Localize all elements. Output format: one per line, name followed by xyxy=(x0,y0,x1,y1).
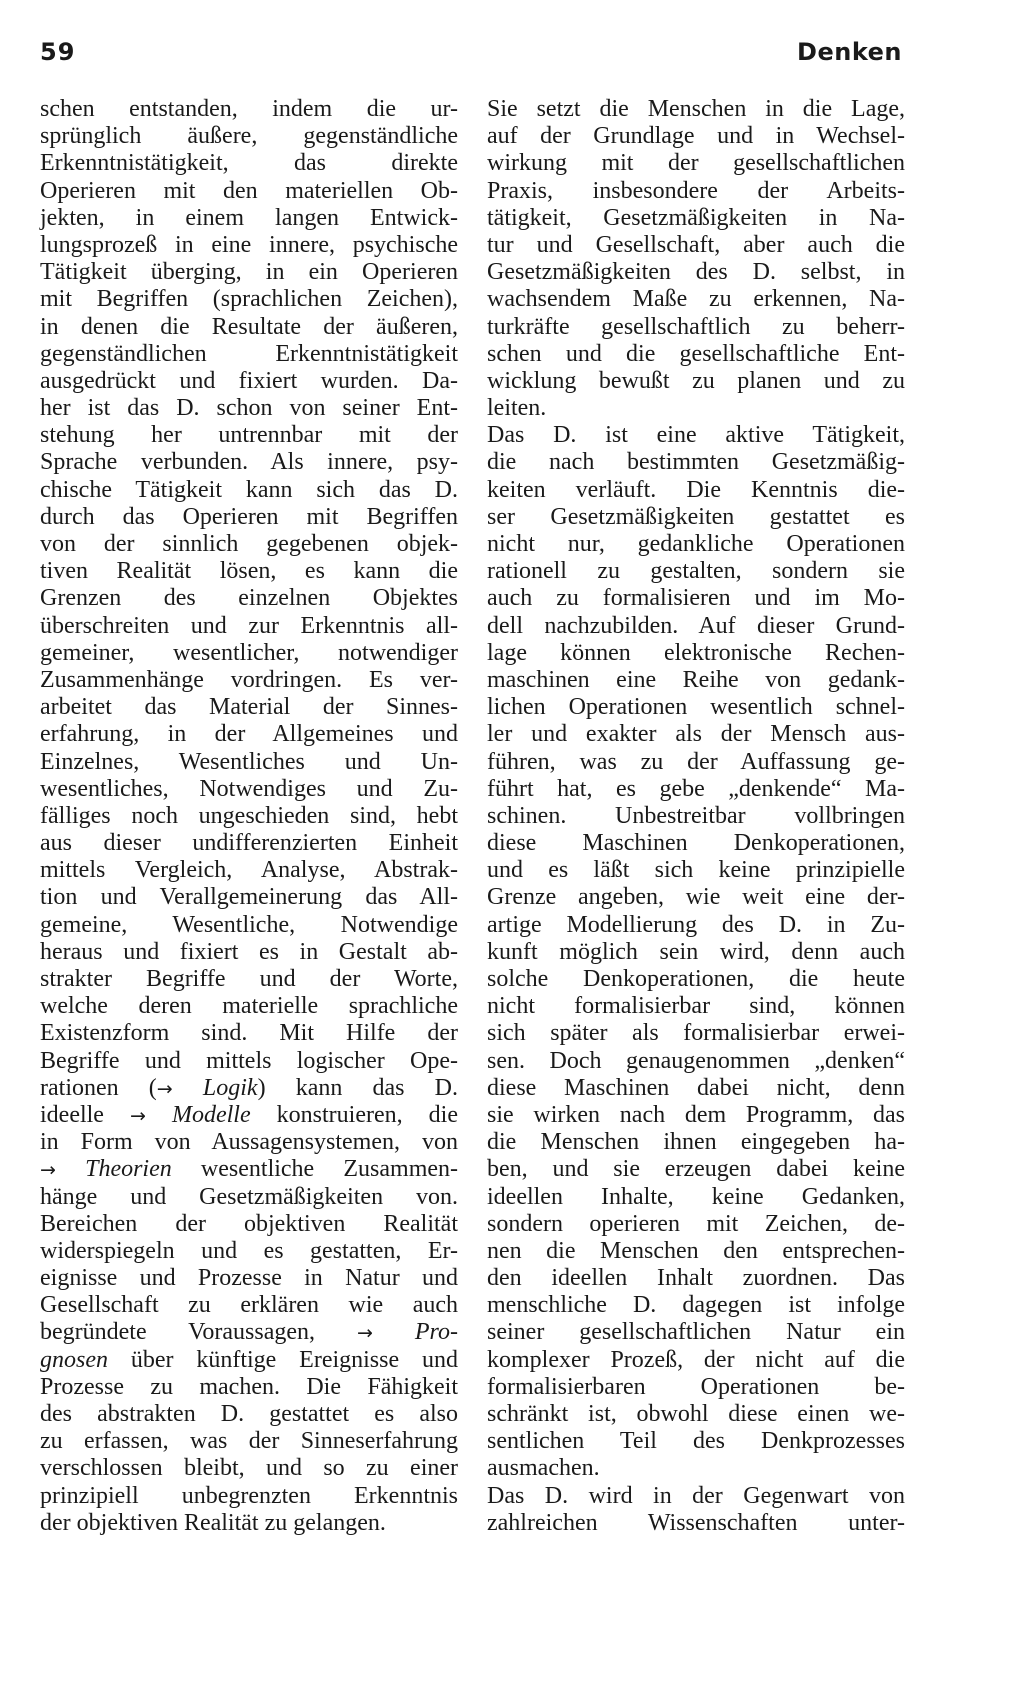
text-segment: eignisse und Prozesse in Natur und xyxy=(40,1265,458,1292)
text-line xyxy=(487,1401,905,1428)
text-line xyxy=(487,1374,905,1401)
text-segment: sen. Doch genaugenommen „denken“ xyxy=(487,1047,905,1074)
text-segment: sich später als formalisierbar erwei- xyxy=(487,1020,905,1047)
text-line xyxy=(40,749,458,776)
cross-reference-arrow-icon: → xyxy=(40,1159,56,1182)
text-line xyxy=(40,1238,458,1265)
text-line xyxy=(40,1483,458,1510)
text-segment: ideelle xyxy=(40,1101,131,1128)
text-line xyxy=(40,504,458,531)
text-line xyxy=(487,150,905,177)
text-segment: rationen ( xyxy=(40,1074,157,1101)
text-line xyxy=(487,341,905,368)
text-segment: chische Tätigkeit kann sich das D. xyxy=(40,476,458,503)
text-line xyxy=(487,531,905,558)
text-segment: Begriffe und mittels logischer Ope- xyxy=(40,1047,458,1074)
text-segment: führt hat, es gebe „denkende“ Ma- xyxy=(487,775,905,802)
text-segment: gegenständlichen Erkenntnistätigkeit xyxy=(40,340,458,367)
text-segment: formalisierbaren Operationen be- xyxy=(487,1373,905,1400)
text-segment: welche deren materielle sprachliche xyxy=(40,993,458,1020)
text-segment: wirkung mit der gesellschaftlichen xyxy=(487,150,905,177)
text-line xyxy=(40,477,458,504)
text-line xyxy=(40,1374,458,1401)
text-line xyxy=(40,1129,458,1156)
text-segment: diese Maschinen Denkoperationen, xyxy=(487,830,905,857)
text-segment: sondern operieren mit Zeichen, de- xyxy=(487,1210,905,1237)
text-line xyxy=(40,803,458,830)
text-segment: tur und Gesellschaft, aber auch die xyxy=(487,231,905,258)
text-line xyxy=(40,613,458,640)
text-line xyxy=(487,1020,905,1047)
text-segment: tion und Verallgemeinerung das All- xyxy=(40,884,458,911)
text-line xyxy=(40,232,458,259)
text-segment: rationell zu gestalten, sondern sie xyxy=(487,558,905,585)
text-segment: der objektiven Realität zu gelangen. xyxy=(40,1509,386,1536)
text-segment: tätigkeit, Gesetzmäßigkeiten in Na- xyxy=(487,204,905,231)
text-segment: auch zu formalisieren und im Mo- xyxy=(487,585,905,612)
text-segment: von der sinnlich gegebenen objek- xyxy=(40,531,458,557)
text-line xyxy=(40,205,458,232)
text-line xyxy=(487,857,905,884)
text-line xyxy=(487,912,905,939)
text-line xyxy=(40,531,458,558)
text-line xyxy=(40,721,458,748)
text-line xyxy=(40,857,458,884)
text-line xyxy=(487,422,905,449)
text-line xyxy=(487,803,905,830)
text-line xyxy=(487,1129,905,1156)
text-segment: Das D. wird in der Gegenwart von xyxy=(487,1482,905,1509)
text-segment: erfahrung, in der Allgemeines und xyxy=(40,721,458,748)
text-segment: zahlreichen Wissenschaften unter- xyxy=(487,1509,905,1536)
text-segment: strakter Begriffe und der Worte, xyxy=(40,966,458,992)
text-line xyxy=(487,1455,905,1482)
text-line xyxy=(487,721,905,748)
text-segment: auf der Grundlage und in Wechsel- xyxy=(487,123,905,150)
text-line xyxy=(40,178,458,205)
text-segment: ideellen Inhalte, keine Gedanken, xyxy=(487,1183,905,1210)
left-column xyxy=(40,96,458,1537)
text-line xyxy=(487,1319,905,1346)
text-segment: nicht nur, gedankliche Operationen xyxy=(487,531,905,557)
text-line xyxy=(487,449,905,476)
text-segment: heraus und fixiert es in Gestalt ab- xyxy=(40,938,458,965)
text-line xyxy=(40,1102,458,1129)
text-line xyxy=(487,96,905,123)
text-line xyxy=(40,966,458,993)
text-segment xyxy=(146,1102,172,1128)
text-line xyxy=(40,341,458,368)
text-segment: des abstrakten D. gestattet es also xyxy=(40,1401,458,1427)
text-line xyxy=(487,1483,905,1510)
text-segment: arbeitet das Material der Sinnes- xyxy=(40,694,458,721)
text-line xyxy=(487,939,905,966)
text-line xyxy=(40,1319,458,1346)
text-segment: die nach bestimmten Gesetzmäßig- xyxy=(487,449,905,476)
text-segment: schinen. Unbestreitbar vollbringen xyxy=(487,802,905,829)
text-line xyxy=(487,477,905,504)
text-line xyxy=(40,395,458,422)
text-segment: Bereichen der objektiven Realität xyxy=(40,1210,458,1237)
text-segment: schen entstanden, indem die ur- xyxy=(40,96,458,122)
text-line xyxy=(40,694,458,721)
text-line xyxy=(487,1238,905,1265)
text-line xyxy=(40,123,458,150)
text-line xyxy=(487,178,905,205)
text-segment: kunft möglich sein wird, denn auch xyxy=(487,938,905,965)
text-line xyxy=(487,613,905,640)
text-segment: seiner gesellschaftlichen Natur ein xyxy=(487,1319,905,1346)
text-segment: in denen die Resultate der äußeren, xyxy=(40,313,458,340)
text-line xyxy=(40,884,458,911)
text-segment: widerspiegeln und es gestatten, Er- xyxy=(40,1237,458,1264)
italic-term: Logik xyxy=(202,1074,258,1101)
text-segment: ler und exakter als der Mensch aus- xyxy=(487,721,905,748)
text-line xyxy=(487,1048,905,1075)
cross-reference-arrow-icon: → xyxy=(156,1077,173,1100)
text-line xyxy=(487,966,905,993)
text-segment: solche Denkoperationen, die heute xyxy=(487,966,905,992)
text-line xyxy=(487,1428,905,1455)
text-line xyxy=(40,585,458,612)
text-line xyxy=(487,884,905,911)
italic-term: gnosen xyxy=(40,1346,108,1373)
text-segment: über künftige Ereignisse und xyxy=(108,1346,458,1373)
text-segment: Gesellschaft zu erklären wie auch xyxy=(40,1292,458,1319)
text-segment: in Form von Aussagensystemen, von xyxy=(40,1129,458,1156)
text-line xyxy=(40,1075,458,1102)
text-segment: Existenzform sind. Mit Hilfe der xyxy=(40,1020,458,1047)
text-line xyxy=(487,259,905,286)
text-segment: Operieren mit den materiellen Ob- xyxy=(40,177,458,204)
running-head: Denken xyxy=(797,38,902,66)
text-segment: nicht formalisierbar sind, können xyxy=(487,993,905,1020)
text-line xyxy=(487,1075,905,1102)
text-segment: ausgedrückt und fixiert wurden. Da- xyxy=(40,367,458,394)
text-line xyxy=(487,1184,905,1211)
text-line xyxy=(487,1292,905,1319)
text-line xyxy=(40,1048,458,1075)
text-segment: fälliges noch ungeschieden sind, hebt xyxy=(40,802,458,829)
text-segment: aus dieser undifferenzierten Einheit xyxy=(40,830,458,857)
text-segment: begründete Voraussagen, xyxy=(40,1319,357,1346)
text-segment: nen die Menschen den entsprechen- xyxy=(487,1237,905,1264)
text-segment: gemeiner, wesentlicher, notwendiger xyxy=(40,639,458,666)
text-segment: ben, und sie erzeugen dabei keine xyxy=(487,1156,905,1183)
text-segment: Praxis, insbesondere der Arbeits- xyxy=(487,177,905,204)
text-line xyxy=(40,1455,458,1482)
text-line xyxy=(487,123,905,150)
text-segment: ausmachen. xyxy=(487,1455,600,1482)
text-line xyxy=(40,667,458,694)
text-line xyxy=(40,286,458,313)
text-line xyxy=(487,558,905,585)
text-segment: Tätigkeit überging, in ein Operieren xyxy=(40,259,458,286)
text-line xyxy=(487,749,905,776)
text-segment: dell nachzubilden. Auf dieser Grund- xyxy=(487,612,905,639)
text-segment: Grenze angeben, wie weit eine der- xyxy=(487,884,905,911)
text-line xyxy=(40,640,458,667)
text-segment: lungsprozeß in eine innere, psychische xyxy=(40,231,458,258)
text-segment: wesentliches, Notwendiges und Zu- xyxy=(40,775,458,802)
text-segment: den ideellen Inhalt zuordnen. Das xyxy=(487,1265,905,1292)
text-segment: Sie setzt die Menschen in die Lage, xyxy=(487,96,905,122)
text-segment xyxy=(373,1319,415,1345)
text-segment: verschlossen bleibt, und so zu einer xyxy=(40,1455,458,1482)
text-segment: konstruieren, die xyxy=(250,1101,458,1128)
text-line xyxy=(487,830,905,857)
text-line xyxy=(487,993,905,1020)
text-line xyxy=(40,1211,458,1238)
page-number: 59 xyxy=(40,38,76,66)
text-line xyxy=(40,368,458,395)
text-line xyxy=(40,449,458,476)
text-line xyxy=(40,259,458,286)
text-segment: tiven Realität lösen, es kann die xyxy=(40,558,458,585)
text-line xyxy=(487,1265,905,1292)
text-segment: führen, was zu der Auffassung ge- xyxy=(487,748,905,775)
text-line xyxy=(40,939,458,966)
text-line xyxy=(40,912,458,939)
text-segment xyxy=(56,1156,85,1182)
text-line xyxy=(40,1184,458,1211)
text-line xyxy=(40,1020,458,1047)
text-segment: die Menschen ihnen eingegeben ha- xyxy=(487,1129,905,1156)
text-line xyxy=(40,558,458,585)
text-line xyxy=(40,830,458,857)
text-segment: komplexer Prozeß, der nicht auf die xyxy=(487,1346,905,1373)
text-segment: gemeine, Wesentliche, Notwendige xyxy=(40,911,458,938)
text-segment: jekten, in einem langen Entwick- xyxy=(40,204,458,231)
text-segment: schen und die gesellschaftliche Ent- xyxy=(487,340,905,367)
cross-reference-arrow-icon: → xyxy=(357,1322,373,1345)
text-line xyxy=(487,1347,905,1374)
text-line xyxy=(487,314,905,341)
text-line xyxy=(487,694,905,721)
text-segment: lage können elektronische Rechen- xyxy=(487,639,905,666)
text-segment: diese Maschinen dabei nicht, denn xyxy=(487,1074,905,1101)
text-line xyxy=(487,1510,905,1537)
cross-reference-arrow-icon: → xyxy=(130,1104,146,1127)
text-segment: keiten verläuft. Die Kenntnis die- xyxy=(487,476,905,503)
text-line xyxy=(487,585,905,612)
text-line xyxy=(487,286,905,313)
text-segment: Einzelnes, Wesentliches und Un- xyxy=(40,748,458,775)
right-column xyxy=(487,96,905,1537)
text-line xyxy=(40,1265,458,1292)
text-segment: schränkt ist, obwohl diese einen we- xyxy=(487,1401,905,1427)
text-segment: sie wirken nach dem Programm, das xyxy=(487,1101,905,1128)
text-segment: wicklung bewußt zu planen und zu xyxy=(487,367,905,394)
text-segment: sentlichen Teil des Denkprozesses xyxy=(487,1428,905,1455)
text-segment: prinzipiell unbegrenzten Erkenntnis xyxy=(40,1482,458,1509)
text-line xyxy=(40,96,458,123)
text-segment: wesentliche Zusammen- xyxy=(171,1156,459,1183)
text-segment: Sprache verbunden. Als innere, psy- xyxy=(40,449,458,476)
text-segment: maschinen eine Reihe von gedank- xyxy=(487,666,905,693)
text-segment: Zusammenhänge vordringen. Es ver- xyxy=(40,666,458,693)
text-segment: Gesetzmäßigkeiten des D. selbst, in xyxy=(487,259,905,286)
text-line xyxy=(487,1211,905,1238)
italic-term: Theorien xyxy=(85,1156,172,1183)
text-line xyxy=(487,1156,905,1183)
text-line xyxy=(487,667,905,694)
text-line xyxy=(40,1401,458,1428)
text-line xyxy=(40,1292,458,1319)
text-segment: artige Modellierung des D. in Zu- xyxy=(487,911,905,938)
text-segment: sprünglich äußere, gegenständliche xyxy=(40,123,458,150)
text-line xyxy=(487,368,905,395)
text-segment: durch das Operieren mit Begriffen xyxy=(40,503,458,530)
text-segment: stehung her untrennbar mit der xyxy=(40,422,458,449)
text-segment: her ist das D. schon von seiner Ent- xyxy=(40,395,458,422)
text-segment: zu erfassen, was der Sinneserfahrung xyxy=(40,1428,458,1455)
text-line xyxy=(487,640,905,667)
text-line xyxy=(487,504,905,531)
text-line xyxy=(40,1347,458,1374)
text-line xyxy=(40,1156,458,1183)
italic-term: Modelle xyxy=(171,1101,251,1128)
text-line xyxy=(487,205,905,232)
text-line xyxy=(40,776,458,803)
text-line xyxy=(40,993,458,1020)
text-segment: Erkenntnistätigkeit, das direkte xyxy=(40,150,458,177)
text-line xyxy=(40,314,458,341)
text-line xyxy=(487,232,905,259)
text-line xyxy=(487,776,905,803)
text-segment: turkräfte gesellschaftlich zu beherr- xyxy=(487,313,905,340)
text-line xyxy=(40,150,458,177)
text-line xyxy=(40,422,458,449)
text-segment: leiten. xyxy=(487,395,547,422)
text-line xyxy=(40,1428,458,1455)
text-line xyxy=(487,1102,905,1129)
text-segment: und es läßt sich keine prinzipielle xyxy=(487,857,905,884)
text-segment: wachsendem Maße zu erkennen, Na- xyxy=(487,286,905,313)
text-segment: ser Gesetzmäßigkeiten gestattet es xyxy=(487,503,905,530)
text-segment: mittels Vergleich, Analyse, Abstrak- xyxy=(40,857,458,884)
text-segment: lichen Operationen wesentlich schnel- xyxy=(487,694,905,721)
text-segment: Das D. ist eine aktive Tätigkeit, xyxy=(487,422,905,449)
italic-term: Pro- xyxy=(414,1319,458,1346)
text-segment: Grenzen des einzelnen Objektes xyxy=(40,585,458,612)
text-segment: hänge und Gesetzmäßigkeiten von. xyxy=(40,1183,458,1210)
text-segment: mit Begriffen (sprachlichen Zeichen), xyxy=(40,286,458,313)
text-segment: Prozesse zu machen. Die Fähigkeit xyxy=(40,1373,458,1400)
text-line xyxy=(487,395,905,422)
text-line xyxy=(40,1510,458,1537)
text-segment: ) kann das D. xyxy=(257,1074,459,1101)
text-segment: überschreiten und zur Erkenntnis all- xyxy=(40,612,458,639)
text-segment xyxy=(173,1075,203,1101)
text-segment: menschliche D. dagegen ist infolge xyxy=(487,1292,905,1319)
